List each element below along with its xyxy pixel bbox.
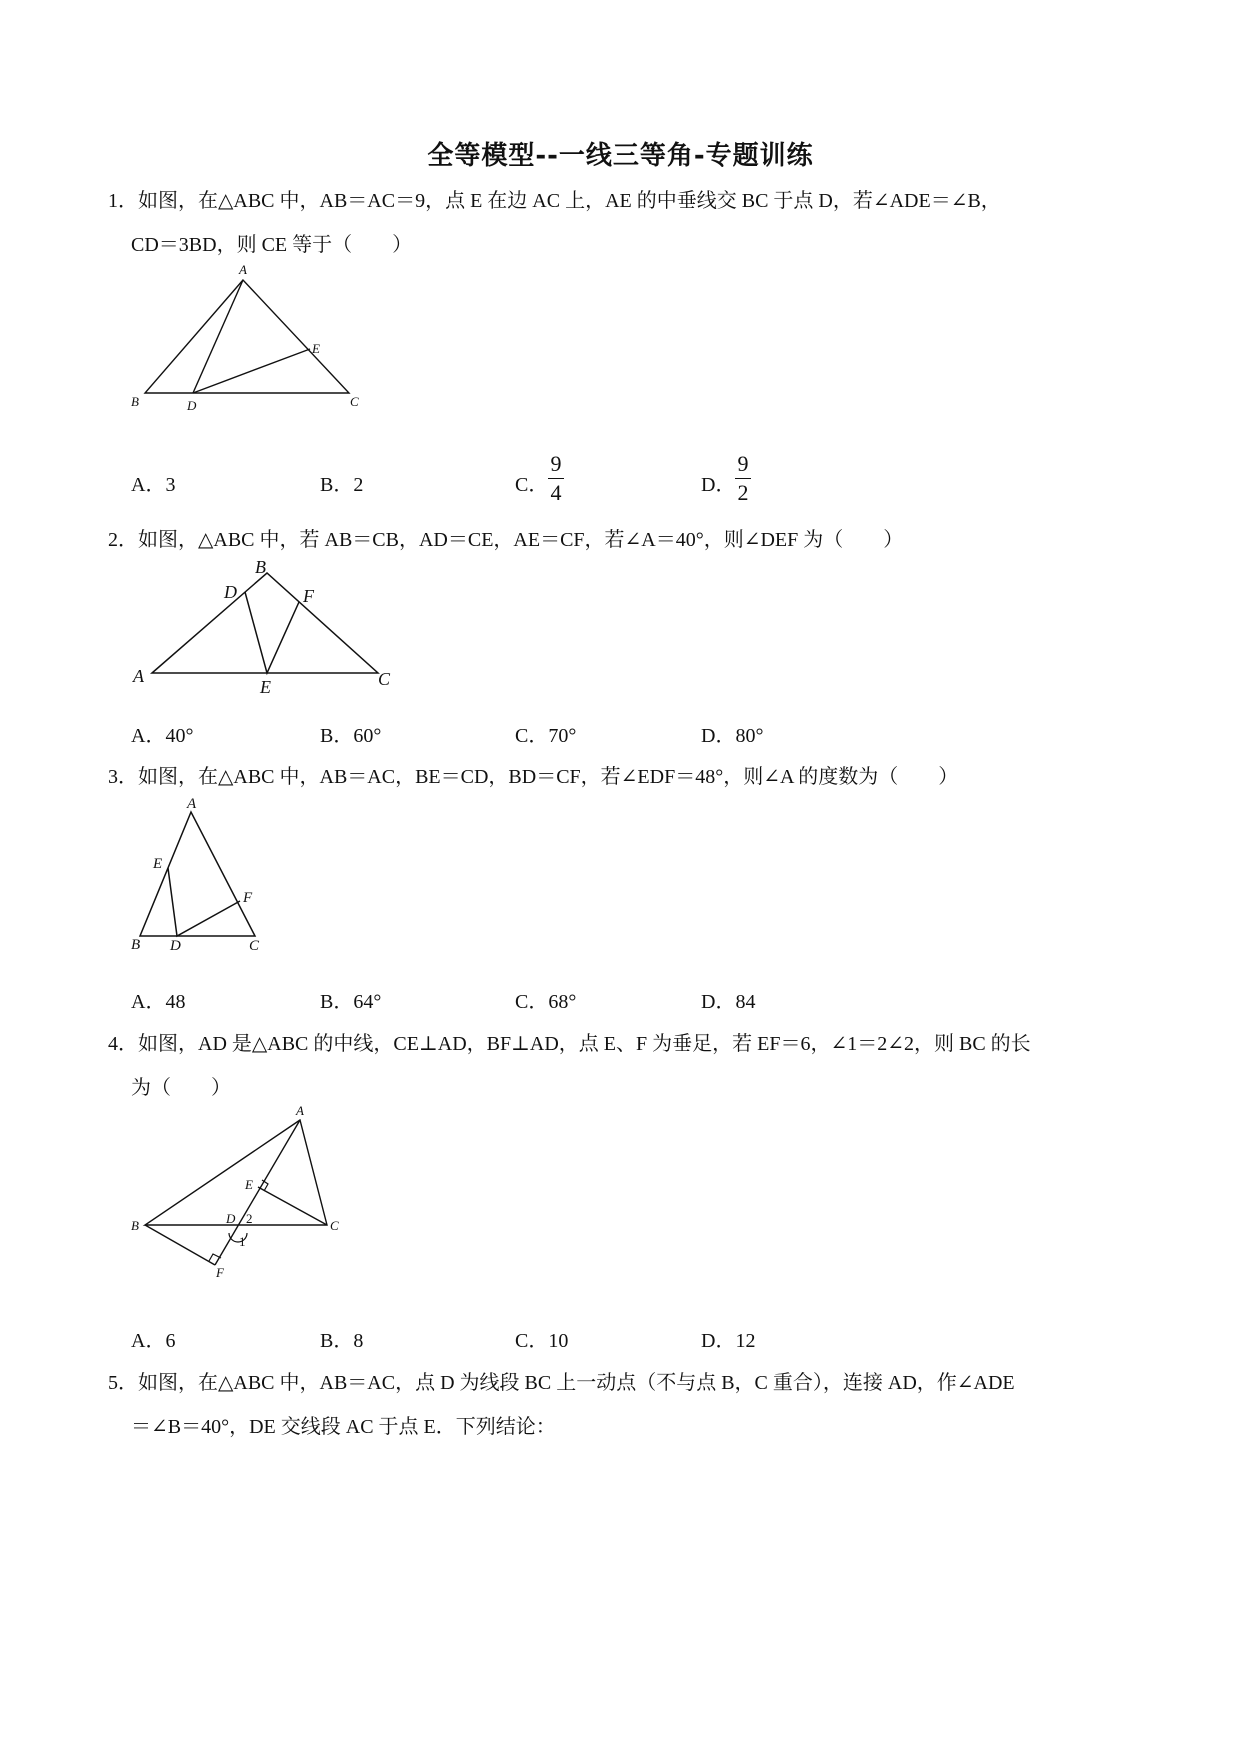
q1-option-c-denominator: 4 [550, 480, 562, 505]
q1-figure [125, 260, 365, 420]
page-title: 全等模型--一线三等角-专题训练 [427, 141, 814, 171]
q4-option-b: B．8 [320, 1330, 364, 1352]
q3-triangle-abc [140, 812, 255, 936]
q1-option-c-numerator: 9 [550, 451, 562, 476]
q4-text-line2: 为（ ） [131, 1077, 231, 1099]
q4-segment-bf [145, 1225, 215, 1265]
q1-option-d-prefix: D． [701, 474, 736, 496]
q4-option-d: D．12 [701, 1330, 756, 1352]
q4-label-b: B [131, 1218, 139, 1233]
q4-figure [125, 1100, 365, 1290]
q1-option-a: A．3 [131, 474, 176, 496]
q2-label-e: E [260, 677, 271, 697]
q3-label-e: E [153, 856, 163, 872]
q5-text-line2: ＝∠B＝40°，DE 交线段 AC 于点 E．下列结论： [131, 1416, 556, 1438]
q1-option-d-fraction [735, 452, 751, 505]
q2-option-a: A．40° [131, 725, 194, 747]
q4-segment-ce [258, 1187, 327, 1225]
q4-label-e: E [245, 1177, 253, 1192]
q4-option-c: C．10 [515, 1330, 569, 1352]
q4-label-f: F [216, 1265, 224, 1280]
q2-segments-def [245, 592, 299, 673]
q4-label-d: D [226, 1211, 236, 1226]
q3-option-d: D．84 [701, 991, 756, 1013]
q2-text-line1: 2．如图，△ABC 中，若 AB＝CB，AD＝CE，AE＝CF，若∠A＝40°，则∠DEF 为（ ） [108, 529, 904, 551]
q3-option-c: C．68° [515, 991, 577, 1013]
q1-option-d-denominator: 2 [737, 480, 749, 505]
q2-option-c: C．70° [515, 725, 577, 747]
q2-triangle-abc [152, 573, 378, 673]
q2-option-d: D．80° [701, 725, 764, 747]
q2-label-d: D [224, 582, 237, 602]
q3-figure [125, 790, 285, 960]
q1-option-c-prefix: C． [515, 474, 549, 496]
q3-segments-edf [168, 868, 240, 936]
q2-option-b: B．60° [320, 725, 382, 747]
q3-label-a: A [187, 796, 197, 812]
q3-text-line1: 3．如图，在△ABC 中，AB＝AC，BE＝CD，BD＝CF，若∠EDF＝48°，则∠A 的度数为（ ） [108, 766, 959, 788]
q4-label-2: 2 [246, 1211, 253, 1226]
q4-label-c: C [330, 1218, 339, 1233]
q1-text-line1: 1．如图，在△ABC 中，AB＝AC＝9，点 E 在边 AC 上，AE 的中垂线交 BC 于点 D，若∠ADE＝∠B， [108, 190, 1001, 212]
q3-label-b: B [131, 937, 141, 953]
q4-segment-af [215, 1120, 300, 1265]
q2-label-f: F [303, 586, 314, 606]
q1-option-d-numerator: 9 [737, 451, 749, 476]
q4-option-a: A．6 [131, 1330, 176, 1352]
q3-option-a: A．48 [131, 991, 186, 1013]
q1-label-c: C [350, 394, 359, 409]
q1-text-line2: CD＝3BD，则 CE 等于（ ） [131, 234, 413, 256]
q1-label-b: B [131, 394, 139, 409]
q2-figure [125, 553, 405, 703]
q1-label-d: D [187, 398, 197, 413]
q1-label-a: A [239, 262, 247, 277]
q4-text-line1: 4．如图，AD 是△ABC 的中线，CE⊥AD，BF⊥AD，点 E、F 为垂足，若 EF＝6，∠1＝2∠2，则 BC 的长 [108, 1033, 1031, 1055]
q4-right-angle-f [209, 1254, 221, 1261]
q3-label-c: C [249, 938, 260, 954]
q1-triangle-abc [145, 280, 349, 393]
q3-label-d: D [170, 938, 181, 954]
q2-label-b: B [255, 557, 266, 577]
q3-option-b: B．64° [320, 991, 382, 1013]
q1-segment-ad [193, 280, 243, 393]
q5-text-line1: 5．如图，在△ABC 中，AB＝AC，点 D 为线段 BC 上一动点（不与点 B，C 重合），连接 AD，作∠ADE [108, 1372, 1015, 1394]
q3-label-f: F [243, 890, 253, 906]
q4-label-a: A [296, 1103, 304, 1118]
q1-option-b: B．2 [320, 474, 364, 496]
q4-label-1: 1 [239, 1234, 246, 1249]
q1-option-c-fraction [548, 452, 564, 505]
q2-label-a: A [133, 666, 144, 686]
q1-label-e: E [312, 341, 320, 356]
q1-segment-de [193, 349, 310, 393]
q2-label-c: C [378, 669, 391, 689]
